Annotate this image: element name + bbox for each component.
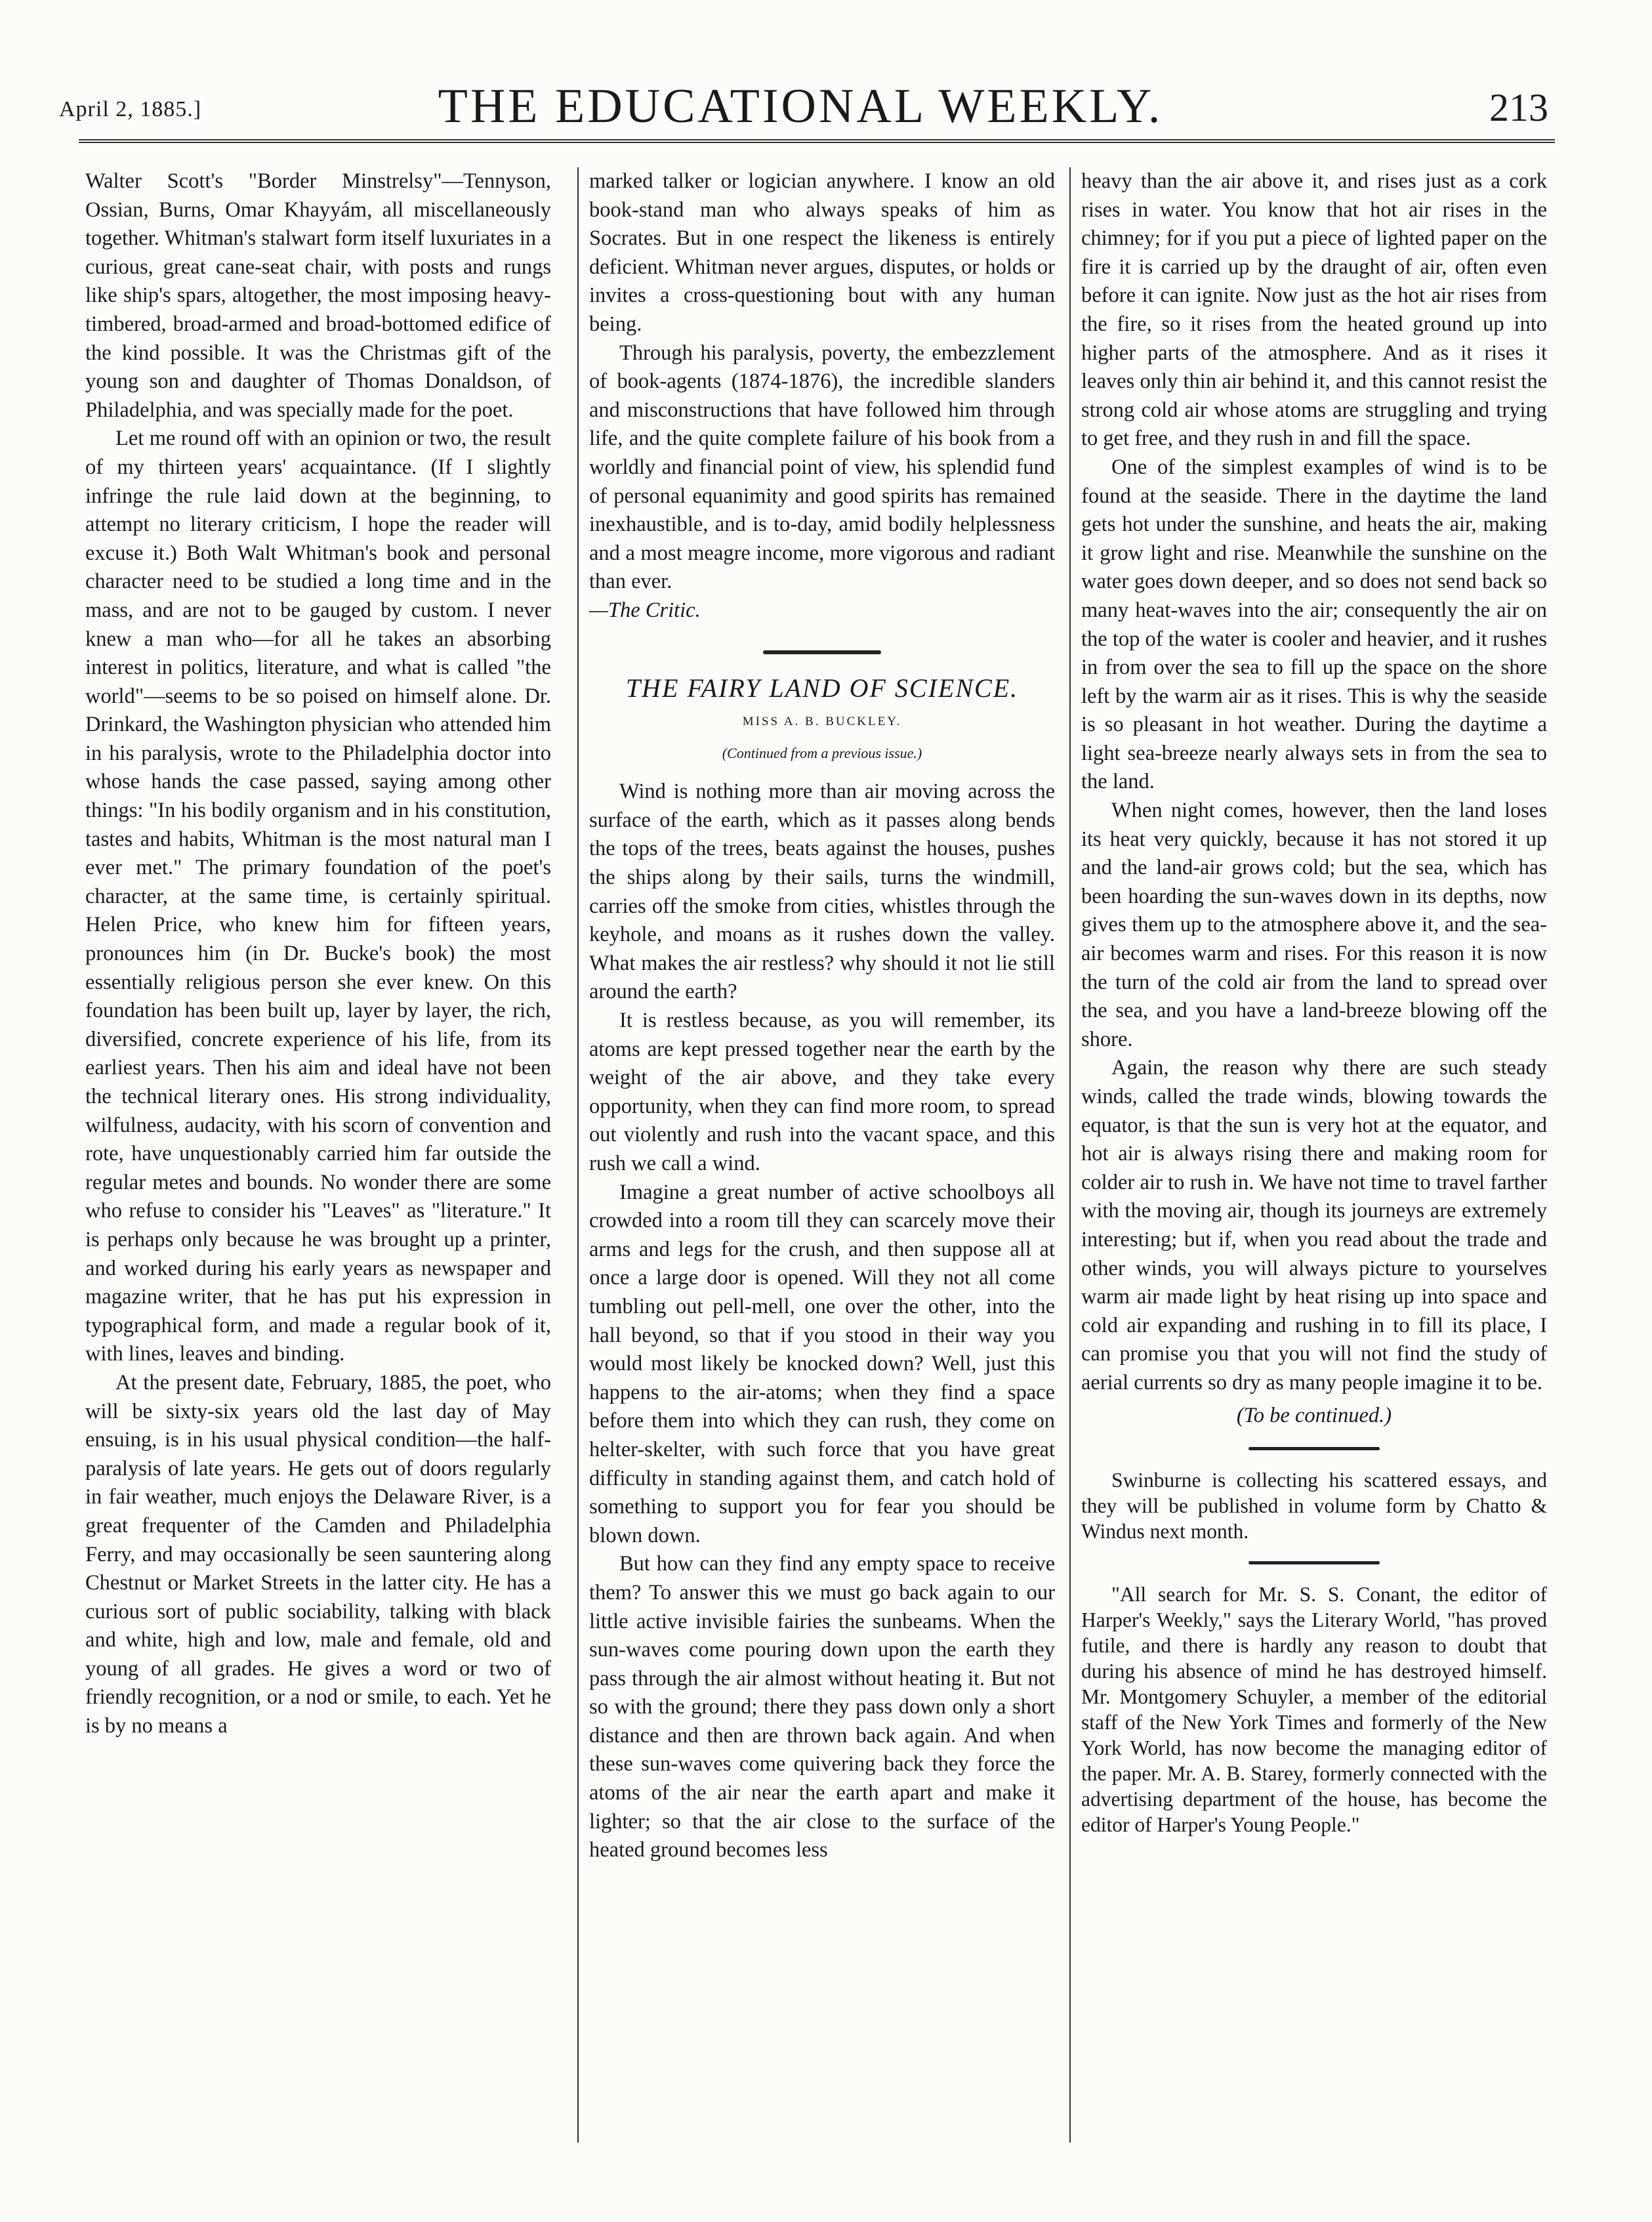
column-1 <box>85 167 551 1741</box>
news-note: "All search for Mr. S. S. Conant, the editor of Harper's Weekly," says the Literary World, "has proved futile, and there is hardly any reason to doubt that during his absence of mind he has destroyed himself. Mr. Montgomery Schuyler, a member of the editorial staff of the New York Times and formerly of the New York World, has now become the managing editor of the paper. Mr. A. B. Starey, formerly connected with the advertising department of the house, has become the editor of Harper's Young People." <box>1081 1583 1547 1837</box>
header-rule <box>79 139 1555 143</box>
column-divider <box>577 167 579 2143</box>
paragraph: At the present date, February, 1885, the poet, who will be sixty-six years old the last day of May ensuing, is in his usual physical condition—the half-paralysis of late years. He gets out of doors regularly in fair weather, much enjoys the Delaware River, is a great frequenter of the Camden and Philadelphia Ferry, and may occasionally be seen sauntering along Chestnut or Market Streets in the latter city. He has a curious sort of public sociability, talking with black and white, high and low, male and female, old and young of all grades. He gives a word or two of friendly recognition, or a nod or smile, to each. Yet he is by no means a <box>85 1370 551 1738</box>
continued-note: (Continued from a previous issue.) <box>722 744 922 761</box>
article-byline: MISS A. B. BUCKLEY. <box>742 715 902 729</box>
paragraph: Again, the reason why there are such steady winds, called the trade winds, blowing towards the equator, is that the sun is very hot at the equator, and hot air is always rising there and making room for colder air to rush in. We have not time to travel farther with the moving air, though its journeys are extremely interesting; but if, when you read about the trade and other winds, you will always picture to yourselves warm air made light by heat rising up into space and cold air expanding and rushing in to fill its place, I can promise you that you will not find the study of aerial currents so dry as many people imagine it to be. <box>1081 1056 1547 1394</box>
section-separator <box>763 650 881 654</box>
paragraph: One of the simplest examples of wind is to be found at the seaside. There in the daytime the land gets hot under the sunshine, and heats the air, making it grow light and rise. Meanwhile the sunshine on the water goes down deeper, and so does not send back so many heat-waves into the air; consequently the air on the top of the water is cooler and heavier, and it rushes in from over the sea to fill up the space on the shore left by the warm air as it rises. This is why the seaside is so pleasant in hot weather. During the daytime a light sea-breeze nearly always sets in from the sea to the land. <box>1081 455 1547 794</box>
issue-date: April 2, 1885.] <box>59 97 202 121</box>
article-title: THE FAIRY LAND OF SCIENCE. <box>625 673 1019 703</box>
source-credit: —The Critic. <box>589 598 701 622</box>
paragraph: When night comes, however, then the land loses its heat very quickly, because it has not stored it up and the land-air grows cold; but the sea, which has been hoarding the sun-waves down in its depths, now gives them up to the atmosphere above it, and the sea-air becomes warm and rises. For this reason it is now the turn of the cold air from the land to spread over the sea, and you have a land-breeze blowing off the shore. <box>1081 799 1547 1051</box>
paragraph: But how can they find any empty space to receive them? To answer this we must go back again to our little active invisible fairies the sunbeams. When the sun-waves come pouring down upon the earth they pass through the air almost without heating it. But not so with the ground; there they pass down only a short distance and then are thrown back again. And when these sun-waves come quivering back they force the atoms of the air near the earth apart and make it lighter; so that the air close to the surface of the heated ground becomes less <box>589 1552 1055 1862</box>
section-separator <box>1249 1561 1380 1564</box>
paragraph: marked talker or logician anywhere. I know an old book-stand man who always speaks of him as Socrates. But in one respect the likeness is entirely deficient. Whitman never argues, disputes, or holds or invites a cross-questioning bout with any human being. <box>589 169 1055 336</box>
paragraph: Let me round off with an opinion or two, the result of my thirteen years' acquaintance. (If I slightly infringe the rule laid down at the beginning, to attempt no literary criticism, I hope the reader will excuse it.) Both Walt Whitman's book and personal character need to be studied a long time and in the mass, and are not to be gauged by custom. I never knew a man who—for all he takes an absorbing interest in politics, literature, and what is called "the world"—seems to be so poised on himself alone. Dr. Drinkard, the Washington physician who attended him in his paralysis, wrote to the Philadelphia doctor into whose hands the case passed, saying among other things: "In his bodily organism and in his constitution, tastes and habits, Whitman is the most natural man I ever met." The primary foundation of the poet's character, at the same time, is certainly spiritual. Helen Price, who knew him for fifteen years, pronounces him (in Dr. Bucke's book) the most essentially religious person she ever knew. On this foundation has been built up, layer by layer, the rich, diversified, concrete experience of his life, from its earliest years. Then his aim and ideal have not been the technical literary ones. His strong individuality, wilfulness, audacity, with his scorn of convention and rote, have unquestionably carried him far outside the regular metes and bounds. No wonder there are some who refuse to consider his "Leaves" as "literature." It is perhaps only because he was brought up a printer, and worked during his early years as newspaper and magazine writer, that he has put his expression in typographical form, and made a regular book of it, with lines, leaves and binding. <box>85 427 551 1366</box>
paragraph: heavy than the air above it, and rises just as a cork rises in water. You know that hot air rises in the chimney; for if you put a piece of lighted paper on the fire it is carried up by the draught of air, often even before it can ignite. Now just as the hot air rises from the fire, so it rises from the heated ground up into higher parts of the atmosphere. And as it rises it leaves only thin air behind it, and this cannot resist the strong cold air whose atoms are struggling and trying to get free, and they rush in and fill the space. <box>1081 169 1547 451</box>
column-divider <box>1069 167 1071 2143</box>
paragraph: Imagine a great number of active schoolboys all crowded into a room till they can scarcely move their arms and legs for the crush, and then suppose all at once a large door is opened. Will they not all come tumbling out pell-mell, one over the other, into the hall beyond, so that if you stood in their way you would most likely be knocked down? Well, just this happens to the air-atoms; when they find a space before them into which they can rush, they come on helter-skelter, with such force that you have great difficulty in standing against them, and catch hold of something to support you for fear you should be blown down. <box>589 1180 1055 1547</box>
to-be-continued: (To be continued.) <box>1236 1403 1392 1427</box>
page-number: 213 <box>1489 86 1548 129</box>
paragraph: Walter Scott's "Border Minstrelsy"—Tennyson, Ossian, Burns, Omar Khayyám, all miscellaneously together. Whitman's stalwart form itself luxuriates in a curious, great cane-seat chair, with posts and rungs like ship's spars, altogether, the most imposing heavy-timbered, broad-armed and broad-bottomed edifice of the kind possible. It was the Christmas gift of the young son and daughter of Thomas Donaldson, of Philadelphia, and was specially made for the poet. <box>85 169 551 422</box>
column-3 <box>1081 167 1547 1837</box>
column-2 <box>589 167 1055 1865</box>
paragraph: Wind is nothing more than air moving across the surface of the earth, which as it passes along bends the tops of the trees, beats against the houses, pushes the ships along by their sails, turns the windmill, carries off the smoke from cities, whistles through the keyhole, and moans as it rushes down the valley. What makes the air restless? why should it not lie still around the earth? <box>589 780 1055 1004</box>
section-separator <box>1249 1447 1380 1450</box>
paragraph: Through his paralysis, poverty, the embezzlement of book-agents (1874-1876), the incredible slanders and misconstructions that have followed him through life, and the quite complete failure of his book from a worldly and financial point of view, his splendid fund of personal equanimity and good spirits has remained inexhaustible, and is to-day, amid bodily helplessness and a most meagre income, more vigorous and radiant than ever. <box>589 341 1055 594</box>
news-note: Swinburne is collecting his scattered essays, and they will be published in volume form by Chatto & Windus next month. <box>1081 1469 1547 1543</box>
paragraph: It is restless because, as you will remember, its atoms are kept pressed together near the earth by the weight of the air above, and they take every opportunity, when they can find more room, to spread out violently and rush into the vacant space, and this rush we call a wind. <box>589 1009 1055 1175</box>
masthead-title: THE EDUCATIONAL WEEKLY. <box>438 79 1163 133</box>
page-header <box>46 66 1555 138</box>
